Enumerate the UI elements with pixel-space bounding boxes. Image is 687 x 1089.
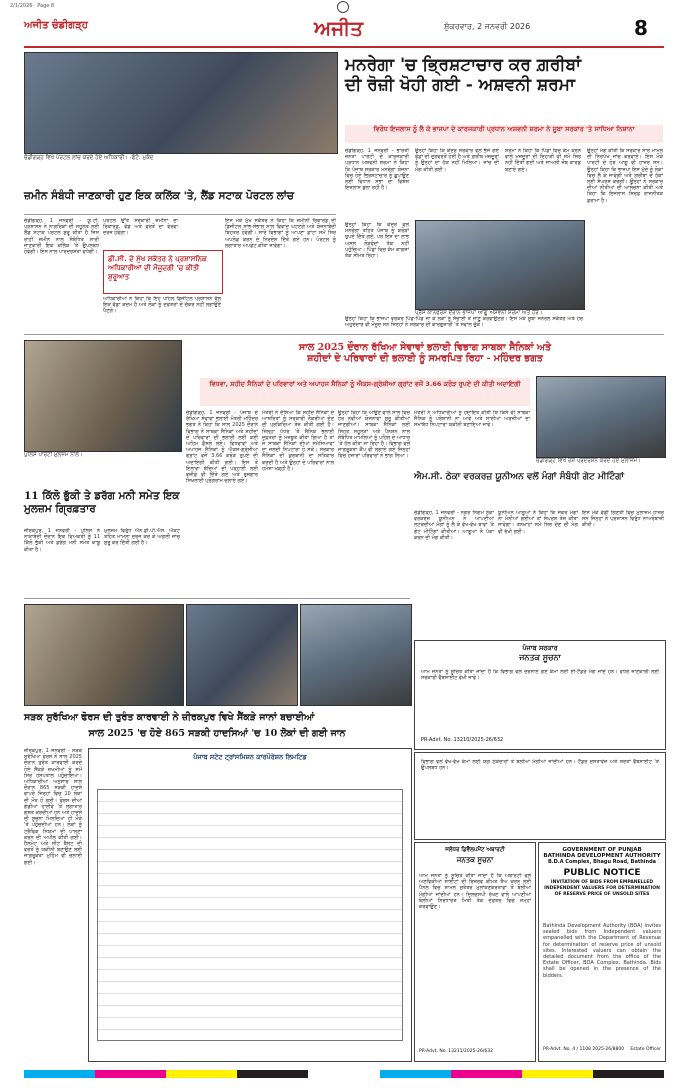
lead-headline-line1: ਮਨਰੇਗਾ 'ਚ ਭ੍ਰਿਸ਼ਟਾਚਾਰ ਕਰ ਗ਼ਰੀਬਾਂ (345, 55, 581, 75)
masthead (24, 18, 664, 48)
protest-photo (536, 376, 666, 458)
land-portal-headline: ਜ਼ਮੀਨ ਸੰਬੰਧੀ ਜਾਣਕਾਰੀ ਹੁਣ ਇਕ ਕਲਿੱਕ 'ਤੇ, ਲੈਂਡ ਸਟਾਕ ਪੋਰਟਲ ਲਾਂਚ (24, 190, 294, 202)
jalandhar-authority-name: ਜਲੰਧਰ ਡਿਵੈਲਪਮੈਂਟ ਅਥਾਰਟੀ (445, 847, 505, 853)
lead-body-col3: ਸ਼ਰਮਾ ਨੇ ਕਿਹਾ ਕਿ ਪਿੰਡਾਂ ਵਿਚ ਕੰਮ ਕਰਨ ਵਾਲੇ ਮਜ਼ਦੂਰਾਂ ਦੀ ਦਿਹਾੜੀ ਵੀ ਸਮੇਂ ਸਿਰ ਨਹੀਂ ਦਿੱਤੀ ਗਈ ਅਤੇ ਜਾਅਲੀ ਜੌਬ ਕਾਰਡ ਬਣਾਏ ਗਏ। (505, 148, 581, 173)
employees-body-col1: ਚੰਡੀਗੜ੍ਹ, 1 ਜਨਵਰੀ - ਨਗਰ ਨਿਗਮ ਠੇਕਾ ਵਰਕਰਜ਼ ਯੂਨੀਅਨ ਨੇ ਆਪਣੀਆਂ ਲਟਕਦੀਆਂ ਮੰਗਾਂ ਨੂੰ ਲੈ ਕੇ ਵੱਖ-ਵੱਖ ਥਾਵਾਂ 'ਤੇ ਗੇਟ ਮੀਟਿੰਗਾਂ ਕੀਤੀਆਂ। ਆਗੂਆਂ ਨੇ ਪੱਕਾ ਕਰਨ ਦੀ ਮੰਗ ਕੀਤੀ। (414, 510, 494, 541)
divider (24, 214, 336, 215)
lead-headline (345, 55, 663, 96)
issue-date: ਸ਼ੁੱਕਰਵਾਰ, 2 ਜਨਵਰੀ 2026 (444, 22, 531, 31)
gov-notice-pr-no: PR-Advt. No. 13210/2025-26/632 (421, 737, 504, 743)
bathinda-gov-line: GOVERNMENT OF PUNJAB (562, 847, 642, 853)
drug-headline: 11 ਕਿੱਲੋ ਭੁੱਕੀ ਤੇ ਡਰੱਗ ਮਨੀ ਸਮੇਤ ਇਕ ਮੁਲਜ਼ਮ ਗ੍ਰਿਫ਼ਤਾਰ (24, 490, 180, 515)
lead-body-bottom: ਉਨ੍ਹਾਂ ਕਿਹਾ ਕਿ ਭਾਜਪਾ ਵਰਕਰ ਪਿੰਡ-ਪਿੰਡ ਜਾ ਕੇ ਲੋਕਾਂ ਨੂੰ ਸੱਚਾਈ ਤੋਂ ਜਾਣੂ ਕਰਵਾਉਣਗੇ। ਇਸ ਮੌਕੇ ਸੂਬਾ ਜਨਰਲ ਸਕੱਤਰ ਅਤੇ ਹੋਰ ਅਹੁਦੇਦਾਰ ਵੀ ਮੌਜੂਦ ਸਨ ਜਿਨ੍ਹਾਂ ਨੇ ਸਰਕਾਰ ਦੀ ਕਾਰਗੁਜ਼ਾਰੀ 'ਤੇ ਸਵਾਲ ਚੁੱਕੇ। (345, 316, 583, 329)
print-info: 2/1/2026 · Page 8 (10, 3, 55, 9)
employees-body-col3: ਇਸ ਮੌਕੇ ਵੱਡੀ ਗਿਣਤੀ ਵਿਚ ਮੁਲਾਜ਼ਮ ਹਾਜ਼ਰ ਸਨ ਜਿਨ੍ਹਾਂ ਨੇ ਪ੍ਰਸ਼ਾਸਨ ਵਿਰੁੱਧ ਨਾਅਰੇਬਾਜ਼ੀ ਕੀਤੀ। (582, 510, 664, 529)
public-notice-title: PUBLIC NOTICE (563, 868, 641, 878)
soldiers-subhead: ਵਿਧਵਾ, ਸ਼ਹੀਦ ਸੈਨਿਕਾਂ ਦੇ ਪਰਿਵਾਰਾਂ ਅਤੇ ਅਪਾਹਜ ਸੈਨਿਕਾਂ ਨੂੰ ਐਕਸ-ਗ੍ਰੇਸ਼ੀਆ ਗ੍ਰਾਂਟ ਵਜੋਂ 3.66 ਕਰੋੜ ਰੁਪਏ ਦੀ ਕੀਤੀ ਅਦਾਇਗੀ (200, 378, 530, 406)
paper-edition: ਅਜੀਤ ਚੰਡੀਗੜ੍ਹ (24, 20, 88, 31)
road-accident-photo-2 (186, 604, 298, 706)
road-accident-photo-3 (300, 604, 412, 706)
soldiers-headline-line1: ਸਾਲ 2025 ਦੌਰਾਨ ਰੱਖਿਆ ਸੇਵਾਵਾਂ ਭਲਾਈ ਵਿਭਾਗ ਸਾਬਕਾ ਸੈਨਿਕਾਂ ਅਤੇ (298, 342, 552, 353)
second-gov-notice (414, 752, 666, 840)
punjab-gov-notice-body: ਆਮ ਜਨਤਾ ਨੂੰ ਸੂਚਿਤ ਕੀਤਾ ਜਾਂਦਾ ਹੈ ਕਿ ਵਿਭਾਗ ਵਲੋਂ ਦਰਸਾਏ ਗਏ ਕੰਮਾਂ ਲਈ ਈ-ਟੈਂਡਰ ਮੰਗੇ ਜਾਂਦੇ ਹਨ। ਵਧੇਰੇ ਜਾਣਕਾਰੀ ਲਈ ਸਰਕਾਰੀ ਵੈੱਬਸਾਈਟ ਵੇਖੀ ਜਾਵੇ। (421, 669, 659, 682)
bathinda-address: B.D.A Complex, Bhagu Road, Bathinda (547, 859, 657, 865)
punjab-gov-notice-title: ਜਨਤਕ ਸੂਚਨਾ (519, 653, 561, 662)
soldiers-body-col1: ਚੰਡੀਗੜ੍ਹ, 1 ਜਨਵਰੀ - ਪੰਜਾਬ ਦੇ ਰੱਖਿਆ ਸੇਵਾਵਾਂ ਭਲਾਈ ਮੰਤਰੀ ਮਹਿੰਦਰ ਭਗਤ ਨੇ ਕਿਹਾ ਕਿ ਸਾਲ 2025 ਦੌਰਾਨ ਵਿਭਾਗ ਨੇ ਸਾਬਕਾ ਸੈਨਿਕਾਂ ਅਤੇ ਸ਼ਹੀਦਾਂ ਦੇ ਪਰਿਵਾਰਾਂ ਦੀ ਭਲਾਈ ਲਈ ਕਈ ਅਹਿਮ ਫ਼ੈਸਲੇ ਲਏ। ਵਿਧਵਾਵਾਂ ਅਤੇ ਅਪਾਹਜ ਸੈਨਿਕਾਂ ਨੂੰ ਐਕਸ-ਗ੍ਰੇਸ਼ੀਆ ਗ੍ਰਾਂਟ ਵਜੋਂ 3.66 ਕਰੋੜ ਰੁਪਏ ਦੀ ਅਦਾਇਗੀ ਕੀਤੀ ਗਈ। ਇਸ ਤੋਂ ਇਲਾਵਾ ਬੱਚਿਆਂ ਦੀ ਪੜ੍ਹਾਈ ਲਈ ਵਜ਼ੀਫ਼ੇ ਵੀ ਦਿੱਤੇ ਗਏ ਅਤੇ ਰੁਜ਼ਗਾਰ ਸਿਖਲਾਈ ਪ੍ਰੋਗਰਾਮ ਚਲਾਏ ਗਏ। (186, 410, 258, 485)
lead-body-col2: ਉਨ੍ਹਾਂ ਕਿਹਾ ਕਿ ਕੇਂਦਰ ਸਰਕਾਰ ਵਲੋਂ ਭੇਜੇ ਗਏ ਫੰਡਾਂ ਦੀ ਦੁਰਵਰਤੋਂ ਹੋਈ ਹੈ ਅਤੇ ਗ਼ਰੀਬ ਮਜ਼ਦੂਰਾਂ ਨੂੰ ਉਨ੍ਹਾਂ ਦਾ ਹੱਕ ਨਹੀਂ ਮਿਲਿਆ। ਜਾਂਚ ਦੀ ਮੰਗ ਕੀਤੀ ਗਈ। (415, 148, 499, 173)
divider (24, 334, 664, 335)
land-body-col3: ਇਸ ਮੌਕੇ ਮੁੱਖ ਸਕੱਤਰ ਨੇ ਕਿਹਾ ਕਿ ਜ਼ਮੀਨੀ ਰਿਕਾਰਡ ਦੀ ਡਿਜੀਟਲ ਸਾਂਭ-ਸੰਭਾਲ ਨਾਲ ਵਿਵਾਦ ਘਟਣਗੇ ਅਤੇ ਯੋਜਨਾਬੰਦੀ ਬਿਹਤਰ ਹੋਵੇਗੀ। ਸਾਰੇ ਵਿਭਾਗਾਂ ਨੂੰ ਆਪਣਾ ਡਾਟਾ ਸਮੇਂ ਸਿਰ ਅਪਲੋਡ ਕਰਨ ਦੇ ਨਿਰਦੇਸ਼ ਦਿੱਤੇ ਗਏ ਹਨ। ਪੋਰਟਲ ਨੂੰ ਲਗਾਤਾਰ ਅਪਡੇਟ ਕੀਤਾ ਜਾਵੇਗਾ। (225, 218, 336, 249)
divider (24, 598, 410, 599)
road-accident-photo-1 (24, 604, 184, 706)
soldiers-headline (186, 342, 664, 365)
page-number: 8 (634, 16, 648, 40)
lead-body-col4: ਉਨ੍ਹਾਂ ਮੰਗ ਕੀਤੀ ਕਿ ਸਰਕਾਰ ਸਾਰੇ ਮਾਮਲੇ ਦੀ ਨਿਰਪੱਖ ਜਾਂਚ ਕਰਵਾਏ। ਇਸ ਮੌਕੇ ਪਾਰਟੀ ਦੇ ਹੋਰ ਆਗੂ ਵੀ ਹਾਜ਼ਰ ਸਨ। ਉਨ੍ਹਾਂ ਕਿਹਾ ਕਿ ਭਾਜਪਾ ਇਸ ਮੁੱਦੇ ਨੂੰ ਲੋਕਾਂ ਵਿਚ ਲੈ ਕੇ ਜਾਵੇਗੀ ਅਤੇ ਗ਼ਰੀਬਾਂ ਦੇ ਹੱਕਾਂ ਲਈ ਸੰਘਰਸ਼ ਕਰੇਗੀ। ਉਨ੍ਹਾਂ ਨੇ ਸਰਕਾਰ ਦੀਆਂ ਨੀਤੀਆਂ ਦੀ ਆਲੋਚਨਾ ਕੀਤੀ ਅਤੇ ਕਿਹਾ ਕਿ ਇਜਲਾਸ ਸਿਰਫ਼ ਰਾਜਨੀਤਕ ਡਰਾਮਾ ਹੈ। (587, 148, 663, 204)
drug-body-col2: ਮੁਲਜ਼ਮ ਵਿਰੁੱਧ ਐਨ.ਡੀ.ਪੀ.ਐਸ. ਐਕਟ ਤਹਿਤ ਮਾਮਲਾ ਦਰਜ ਕਰ ਕੇ ਅਗਲੀ ਜਾਂਚ ਸ਼ੁਰੂ ਕਰ ਦਿੱਤੀ ਗਈ ਹੈ। (104, 528, 180, 547)
land-body-col2b: ਅਧਿਕਾਰੀਆਂ ਨੇ ਕਿਹਾ ਕਿ ਇਹ ਪਹਿਲ ਡਿਜੀਟਲ ਪ੍ਰਸ਼ਾਸਨ ਵੱਲ ਇਕ ਵੱਡਾ ਕਦਮ ਹੈ ਅਤੇ ਲੋਕਾਂ ਨੂੰ ਦਫ਼ਤਰਾਂ ਦੇ ਚੱਕਰ ਨਹੀਂ ਲਗਾਉਣੇ ਪੈਣਗੇ। (103, 296, 221, 315)
lead-body-col1: ਚੰਡੀਗੜ੍ਹ, 1 ਜਨਵਰੀ - ਭਾਰਤੀ ਜਨਤਾ ਪਾਰਟੀ ਦੇ ਕਾਰਜਕਾਰੀ ਪ੍ਰਧਾਨ ਅਸ਼ਵਨੀ ਸ਼ਰਮਾ ਨੇ ਕਿਹਾ ਕਿ ਪੰਜਾਬ ਸਰਕਾਰ ਮਨਰੇਗਾ ਯੋਜਨਾ ਵਿਚ ਹੋਏ ਭ੍ਰਿਸ਼ਟਾਚਾਰ ਨੂੰ ਛੁਪਾਉਣ ਲਈ ਵਿਧਾਨ ਸਭਾ ਦਾ ਵਿਸ਼ੇਸ਼ ਇਜਲਾਸ ਬੁਲਾ ਰਹੀ ਹੈ। (345, 148, 409, 192)
pstcl-tender-ad (88, 748, 412, 1062)
drug-arrest-photo (24, 340, 182, 452)
public-notice-subtitle: INVITATION OF BIDS FROM EMPANELLED INDEPENDENT VALUERS FOR DETERMINATION OF RESERVE PRICE OF UNSOLD SITES (544, 880, 660, 897)
road-subhead: ਸਾਲ 2025 'ਚ ਹੋਏ 865 ਸੜਕੀ ਹਾਦਸਿਆਂ 'ਚ 10 ਲੋਕਾਂ ਦੀ ਗਈ ਜਾਨ (88, 728, 346, 739)
press-conference-photo (415, 220, 585, 310)
bathinda-authority-name: BATHINDA DEVELOPMENT AUTHORITY (543, 853, 661, 859)
employees-body-col2: ਯੂਨੀਅਨ ਆਗੂਆਂ ਨੇ ਕਿਹਾ ਕਿ ਜੇਕਰ ਮੰਗਾਂ ਨਾ ਮੰਨੀਆਂ ਗਈਆਂ ਤਾਂ ਸੰਘਰਸ਼ ਤੇਜ਼ ਕੀਤਾ ਜਾਵੇਗਾ। ਤਨਖ਼ਾਹਾਂ ਸਮੇਂ ਸਿਰ ਦੇਣ ਦੀ ਮੰਗ ਵੀ ਰੱਖੀ ਗਈ। (498, 510, 578, 535)
lead-headline-line2: ਦੀ ਰੋਜ਼ੀ ਖੋਹੀ ਗਈ - ਅਸ਼ਵਨੀ ਸ਼ਰਮਾ (345, 75, 575, 96)
employees-headline: ਐਮ.ਸੀ. ਠੇਕਾ ਵਰਕਰਜ਼ ਯੂਨੀਅਨ ਵਲੋਂ ਮੰਗਾਂ ਸੰਬੰਧੀ ਗੇਟ ਮੀਟਿੰਗਾਂ (414, 472, 624, 482)
color-registration-bar (24, 1070, 664, 1078)
jalandhar-body: ਆਮ ਜਨਤਾ ਨੂੰ ਸੂਚਿਤ ਕੀਤਾ ਜਾਂਦਾ ਹੈ ਕਿ ਅਥਾਰਟੀ ਵਲੋਂ ਅਣਵਿਕੀਆਂ ਸਾਈਟਾਂ ਦੀ ਰਿਜ਼ਰਵ ਕੀਮਤ ਤੈਅ ਕਰਨ ਲਈ ਪੈਨਲ ਵਿਚ ਸ਼ਾਮਲ ਸੁਤੰਤਰ ਮੁਲਾਂਕਣਕਰਤਾਵਾਂ ਤੋਂ ਬੋਲੀਆਂ ਮੰਗੀਆਂ ਜਾਂਦੀਆਂ ਹਨ। ਦਿਲਚਸਪੀ ਰੱਖਣ ਵਾਲੇ ਆਪਣੀਆਂ ਬੋਲੀਆਂ ਨਿਰਧਾਰਤ ਮਿਤੀ ਤੱਕ ਦਫ਼ਤਰ ਵਿਚ ਜਮ੍ਹਾਂ ਕਰਵਾਉਣ। (419, 873, 531, 911)
land-portal-photo (24, 52, 338, 154)
registration-mark-icon (337, 1, 349, 13)
road-headline: ਸੜਕ ਸੁਰੱਖਿਆ ਫੋਰਸ ਦੀ ਤੁਰੰਤ ਕਾਰਵਾਈ ਨੇ ਜ਼ੀਰਕਪੁਰ ਵਿਖੇ ਸੈਂਕੜੇ ਜਾਨਾਂ ਬਚਾਈਆਂ (24, 712, 315, 723)
jalandhar-title: ਜਨਤਕ ਸੂਚਨਾ (456, 856, 494, 864)
newspaper-logo: ਅਜੀਤ (314, 16, 364, 40)
tender-table (97, 789, 403, 1041)
soldiers-body-col4: ਮੰਤਰੀ ਨੇ ਅਧਿਕਾਰੀਆਂ ਨੂੰ ਹਦਾਇਤ ਕੀਤੀ ਕਿ ਕਿਸੇ ਵੀ ਸਾਬਕਾ ਸੈਨਿਕ ਨੂੰ ਪਰੇਸ਼ਾਨੀ ਨਾ ਆਵੇ ਅਤੇ ਸਾਰੀਆਂ ਅਰਜ਼ੀਆਂ ਦਾ ਸਮਾਂਬੱਧ ਨਿਪਟਾਰਾ ਯਕੀਨੀ ਬਣਾਇਆ ਜਾਵੇ। (414, 410, 530, 429)
bathinda-body: Bathinda Development Authority (BDA) invites sealed bids from Independent valuers empanelled with the Department of Revenue for determination of reserve price of unsold sites. Interested valuers can obtain the detailed document from the office of the Estate Officer, BDA Complex, Bathinda. Bids shall be opened in the presence of the bidders. (543, 923, 661, 979)
land-portal-photo-caption: ਚੰਡੀਗੜ੍ਹ ਵਿਖੇ ਪੋਰਟਲ ਲਾਂਚ ਕਰਦੇ ਹੋਏ ਅਧਿਕਾਰੀ। -ਫੋਟੋ: ਮੁਕੰਦ (24, 155, 154, 161)
pstcl-title: ਪੰਜਾਬ ਸਟੇਟ ਟ੍ਰਾਂਸਮਿਸ਼ਨ ਕਾਰਪੋਰੇਸ਼ਨ ਲਿਮਟਿਡ (193, 753, 307, 761)
drug-arrest-caption: ਪੁਲਿਸ ਪਾਰਟੀ ਮੁਲਜ਼ਮ ਨਾਲ। (24, 452, 83, 458)
bathinda-pr-no: PR-Advt. No. 4 / 1108 2025-26/8800 (543, 1047, 625, 1052)
road-body-col1: ਜ਼ੀਰਕਪੁਰ, 1 ਜਨਵਰੀ - ਸੜਕ ਸੁਰੱਖਿਆ ਫੋਰਸ ਨੇ ਸਾਲ 2025 ਦੌਰਾਨ ਤੁਰੰਤ ਕਾਰਵਾਈ ਕਰਦੇ ਹੋਏ ਸੈਂਕੜੇ ਜ਼ਖਮੀਆਂ ਨੂੰ ਸਮੇਂ ਸਿਰ ਹਸਪਤਾਲ ਪਹੁੰਚਾਇਆ। ਅਧਿਕਾਰੀਆਂ ਅਨੁਸਾਰ ਸਾਲ ਦੌਰਾਨ 865 ਸੜਕੀ ਹਾਦਸੇ ਵਾਪਰੇ ਜਿਨ੍ਹਾਂ ਵਿਚ 10 ਲੋਕਾਂ ਦੀ ਮੌਤ ਹੋ ਗਈ। ਫੋਰਸ ਦੀਆਂ ਗੱਡੀਆਂ ਹਾਈਵੇ 'ਤੇ ਲਗਾਤਾਰ ਗਸ਼ਤ ਕਰਦੀਆਂ ਹਨ ਅਤੇ ਹਾਦਸੇ ਦੀ ਸੂਚਨਾ ਮਿਲਦਿਆਂ ਹੀ ਮੌਕੇ 'ਤੇ ਪਹੁੰਚਦੀਆਂ ਹਨ। ਲੋਕਾਂ ਨੂੰ ਟ੍ਰੈਫਿਕ ਨਿਯਮਾਂ ਦੀ ਪਾਲਣਾ ਕਰਨ ਦੀ ਅਪੀਲ ਕੀਤੀ ਗਈ। ਹੈਲਮੇਟ ਅਤੇ ਸੀਟ ਬੈਲਟ ਦੀ ਵਰਤੋਂ ਨੂੰ ਯਕੀਨੀ ਬਣਾਉਣ ਲਈ ਜਾਗਰੂਕਤਾ ਮੁਹਿੰਮ ਵੀ ਚਲਾਈ ਗਈ। (24, 748, 82, 866)
lead-body-col1b: ਉਨ੍ਹਾਂ ਕਿਹਾ ਕਿ ਕੇਂਦਰ ਵਲੋਂ ਮਨਰੇਗਾ ਤਹਿਤ ਪੰਜਾਬ ਨੂੰ ਕਰੋੜਾਂ ਰੁਪਏ ਦਿੱਤੇ ਗਏ, ਪਰ ਇਸ ਦਾ ਲਾਭ ਅਸਲ ਲੋੜਵੰਦਾਂ ਤੱਕ ਨਹੀਂ ਪਹੁੰਚਿਆ। ਪਿੰਡਾਂ ਵਿਚ ਕੰਮ ਕਾਗਜ਼ਾਂ ਤੱਕ ਸੀਮਤ ਰਿਹਾ। (345, 222, 409, 260)
soldiers-headline-line2: ਸ਼ਹੀਦਾਂ ਦੇ ਪਰਿਵਾਰਾਂ ਦੀ ਭਲਾਈ ਨੂੰ ਸਮਰਪਿਤ ਰਿਹਾ - ਮਹਿੰਦਰ ਭਗਤ (307, 353, 543, 365)
estate-officer-signature: Estate Officer (630, 1047, 661, 1052)
punjab-gov-notice (414, 640, 666, 750)
punjab-gov-notice-heading: ਪੰਜਾਬ ਸਰਕਾਰ (522, 644, 558, 652)
land-pullquote-box (103, 250, 223, 294)
land-body-col2: ਪੋਰਟਲ ਉੱਤੇ ਸਰਕਾਰੀ ਜ਼ਮੀਨਾਂ ਦਾ ਰਿਕਾਰਡ, ਵੰਡ ਅਤੇ ਵਰਤੋਂ ਦਾ ਵੇਰਵਾ ਦਰਜ ਹੋਵੇਗਾ। (103, 218, 178, 237)
soldiers-body-col2: ਮੰਤਰੀ ਨੇ ਦੱਸਿਆ ਕਿ ਸ਼ਹੀਦ ਸੈਨਿਕਾਂ ਦੇ ਆਸ਼ਰਿਤਾਂ ਨੂੰ ਸਰਕਾਰੀ ਨੌਕਰੀਆਂ ਦੇਣ ਦੀ ਪ੍ਰਕਿਰਿਆ ਤੇਜ਼ ਕੀਤੀ ਗਈ ਹੈ। ਜ਼ਿਲ੍ਹਾ ਪੱਧਰ 'ਤੇ ਸੈਨਿਕ ਭਲਾਈ ਦਫ਼ਤਰਾਂ ਨੂੰ ਮਜ਼ਬੂਤ ਕੀਤਾ ਗਿਆ ਹੈ ਤਾਂ ਜੋ ਸਾਬਕਾ ਸੈਨਿਕਾਂ ਦੀਆਂ ਸਮੱਸਿਆਵਾਂ ਦਾ ਜਲਦੀ ਨਿਪਟਾਰਾ ਹੋ ਸਕੇ। ਸਰਕਾਰ ਸੈਨਿਕਾਂ ਦੀ ਕੁਰਬਾਨੀ ਦਾ ਸਤਿਕਾਰ ਕਰਦੀ ਹੈ ਅਤੇ ਉਨ੍ਹਾਂ ਦੇ ਪਰਿਵਾਰਾਂ ਨਾਲ ਹਮੇਸ਼ਾ ਖੜ੍ਹੀ ਹੈ। (262, 410, 334, 472)
jalandhar-authority-ad (414, 842, 536, 1062)
land-pullquote: ਡੀ.ਸੀ. ਦੇ ਮੁੱਖ ਸਕੱਤਰ ਨੇ ਪ੍ਰਸ਼ਾਸਨਿਕ ਅਧਿਕਾਰੀਆਂ ਦੀ ਮੌਜੂਦਗੀ 'ਚ ਕੀਤੀ ਸ਼ੁਰੂਆਤ (108, 255, 207, 281)
drug-body-col1: ਜ਼ੀਰਕਪੁਰ, 1 ਜਨਵਰੀ - ਪੁਲਿਸ ਨੇ ਨਾਕਾਬੰਦੀ ਦੌਰਾਨ ਇਕ ਵਿਅਕਤੀ ਨੂੰ 11 ਕਿੱਲੋ ਭੁੱਕੀ ਅਤੇ ਡਰੱਗ ਮਨੀ ਸਮੇਤ ਕਾਬੂ ਕੀਤਾ ਹੈ। (24, 528, 100, 553)
print-info-strip (0, 0, 687, 14)
land-body-col1: ਚੰਡੀਗੜ੍ਹ, 1 ਜਨਵਰੀ - ਯੂ.ਟੀ. ਪ੍ਰਸ਼ਾਸਨ ਨੇ ਨਾਗਰਿਕਾਂ ਦੀ ਸਹੂਲਤ ਲਈ ਲੈਂਡ ਸਟਾਕ ਪੋਰਟਲ ਸ਼ੁਰੂ ਕੀਤਾ ਹੈ ਜਿਸ ਰਾਹੀਂ ਜ਼ਮੀਨ ਨਾਲ ਸੰਬੰਧਿਤ ਸਾਰੀ ਜਾਣਕਾਰੀ ਇਕ ਕਲਿੱਕ 'ਤੇ ਉਪਲਬਧ ਹੋਵੇਗੀ। ਇਸ ਨਾਲ ਪਾਰਦਰਸ਼ਤਾ ਵਧੇਗੀ। (24, 218, 99, 256)
lead-subhead: ਵਿਰੋਧ ਇਜਲਾਸ ਨੂੰ ਲੈ ਕੇ ਭਾਜਪਾ ਦੇ ਕਾਰਜਕਾਰੀ ਪ੍ਰਧਾਨ ਅਸ਼ਵਨੀ ਸ਼ਰਮਾ ਨੇ ਸੂਬਾ ਸਰਕਾਰ 'ਤੇ ਸਾਧਿਆ ਨਿਸ਼ਾਨਾ (345, 125, 663, 143)
protest-caption: ਚੰਡੀਗੜ੍ਹ ਵਿਖੇ ਰੋਸ ਪ੍ਰਦਰਸ਼ਨ ਕਰਦੇ ਹੋਏ ਮੁਲਾਜ਼ਮ। (536, 458, 641, 464)
jalandhar-pr-no: PR-Advt. No. 13211/2025-26/632 (419, 1049, 493, 1054)
bathinda-authority-ad (538, 842, 666, 1062)
soldiers-body-col3: ਉਨ੍ਹਾਂ ਕਿਹਾ ਕਿ ਆਉਣ ਵਾਲੇ ਸਾਲ ਵਿਚ ਹੋਰ ਨਵੀਆਂ ਯੋਜਨਾਵਾਂ ਸ਼ੁਰੂ ਕੀਤੀਆਂ ਜਾਣਗੀਆਂ। ਸਾਬਕਾ ਸੈਨਿਕਾਂ ਲਈ ਸਿਹਤ ਸਹੂਲਤਾਂ ਅਤੇ ਪੈਨਸ਼ਨ ਨਾਲ ਸੰਬੰਧਿਤ ਮਾਮਲਿਆਂ ਨੂੰ ਪਹਿਲ ਦੇ ਆਧਾਰ 'ਤੇ ਹੱਲ ਕੀਤਾ ਜਾ ਰਿਹਾ ਹੈ। ਵਿਭਾਗ ਵਲੋਂ ਜਾਗਰੂਕਤਾ ਕੈਂਪ ਵੀ ਲਗਾਏ ਗਏ ਜਿਨ੍ਹਾਂ ਵਿਚ ਹਜ਼ਾਰਾਂ ਪਰਿਵਾਰਾਂ ਨੇ ਭਾਗ ਲਿਆ। (338, 410, 410, 460)
second-gov-notice-body: ਵਿਭਾਗ ਵਲੋਂ ਵੱਖ-ਵੱਖ ਕੰਮਾਂ ਲਈ ਯੋਗ ਠੇਕੇਦਾਰਾਂ ਤੋਂ ਬੋਲੀਆਂ ਮੰਗੀਆਂ ਜਾਂਦੀਆਂ ਹਨ। ਟੈਂਡਰ ਦਸਤਾਵੇਜ਼ ਅਤੇ ਸ਼ਰਤਾਂ ਵੈੱਬਸਾਈਟ 'ਤੇ ਉਪਲਬਧ ਹਨ। (421, 759, 659, 772)
press-conference-caption: ਪ੍ਰੈੱਸ ਕਾਨਫਰੰਸ ਦੌਰਾਨ ਭਾਜਪਾ ਆਗੂ ਅਸ਼ਵਨੀ ਸ਼ਰਮਾ ਅਤੇ ਹੋਰ। (415, 310, 543, 316)
